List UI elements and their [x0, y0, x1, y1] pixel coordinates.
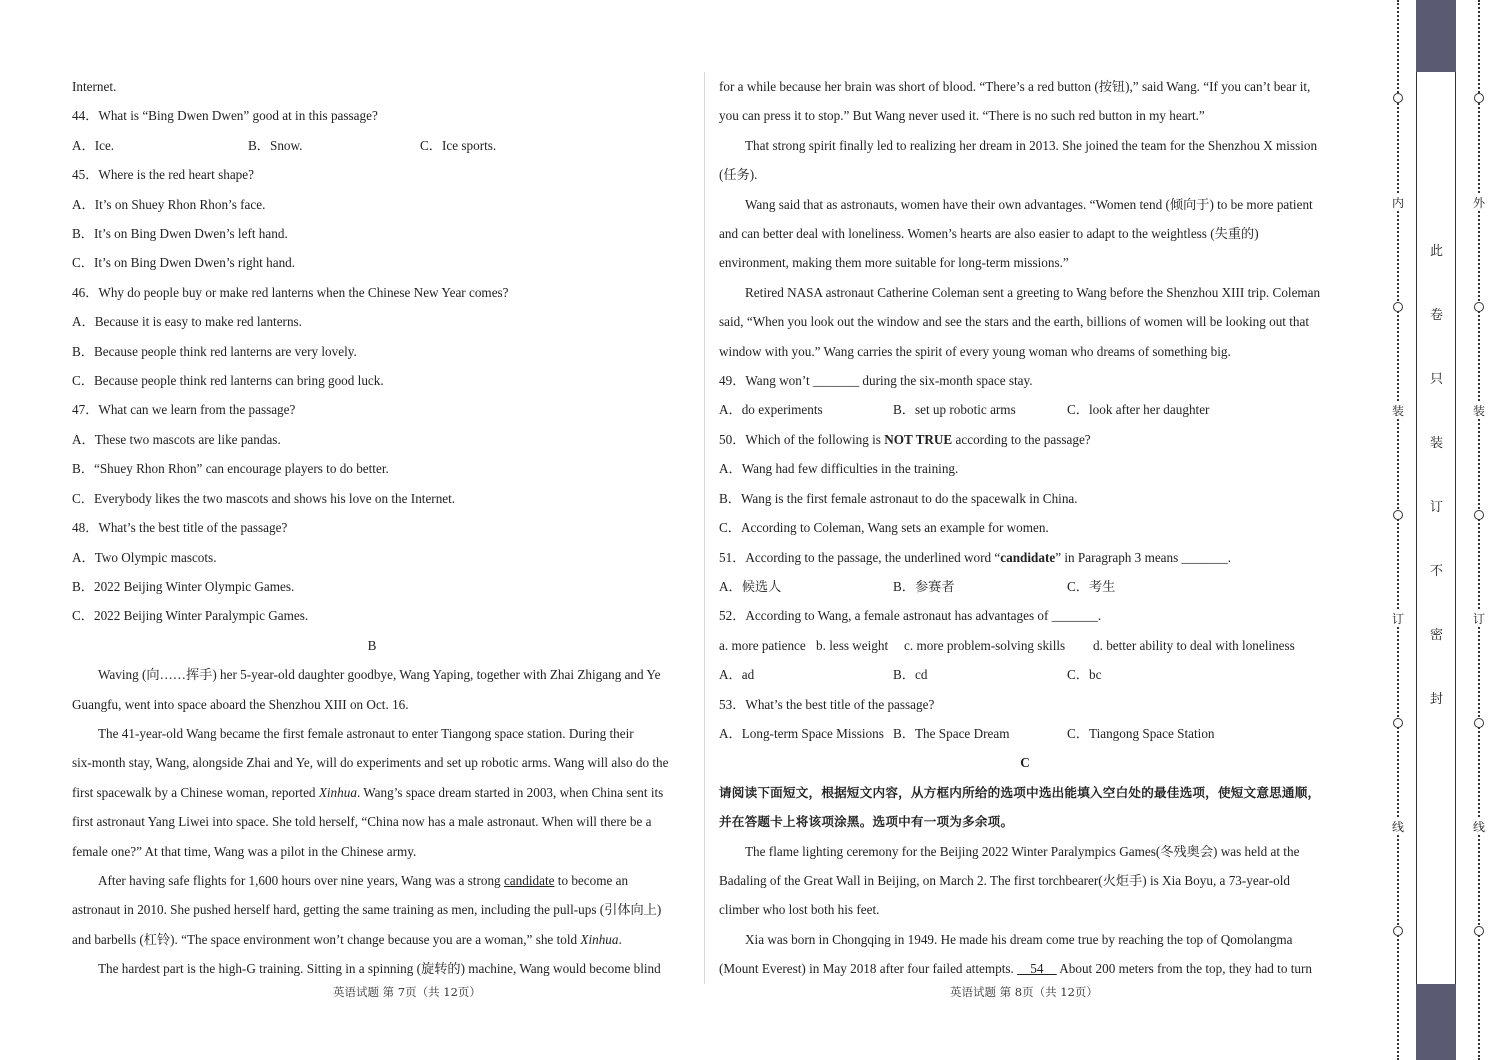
bold-phrase: candidate	[1000, 549, 1056, 565]
text-line: Retired NASA astronaut Catherine Coleman sent a greeting to Wang before the Shenzhou XIII trip. Coleman	[745, 284, 1321, 300]
text-segment: After having safe flights for 1,600 hours over nine years, Wang was a strong	[98, 872, 504, 888]
binding-char: 外	[1472, 196, 1485, 210]
seal-char: 订	[1430, 500, 1444, 515]
text-line: female one?” At that time, Wang was a pilot in the Chinese army.	[72, 843, 417, 859]
text-line	[719, 954, 1331, 983]
text-line: B．Wang is the first female astronaut to do the spacewalk in China.	[719, 490, 1078, 506]
answer-option: A．do experiments	[719, 402, 823, 418]
text-line: The hardest part is the high-G training. Sitting in a spinning (旋转的) machine, Wang would become blind	[98, 961, 661, 977]
seal-char: 只	[1430, 372, 1444, 387]
text-line	[719, 543, 1331, 572]
answer-option: B．参赛者	[893, 578, 955, 594]
binding-char: 订	[1391, 612, 1404, 626]
text-line: 49．Wang won’t _______ during the six-month space stay.	[719, 373, 1033, 389]
text-line: 45．Where is the red heart shape?	[72, 167, 254, 183]
underlined-word: ＿54＿	[1017, 961, 1057, 977]
answer-option: C．考生	[1067, 578, 1116, 594]
binding-circle	[1474, 302, 1484, 312]
answer-option: A．候选人	[719, 578, 782, 594]
answer-option: C．Tiangong Space Station	[1067, 725, 1215, 741]
text-line: B．Because people think red lanterns are very lovely.	[72, 343, 357, 359]
underlined-word: candidate	[503, 872, 555, 888]
text-line: A．It’s on Shuey Rhon Rhon’s face.	[72, 196, 266, 212]
text-line: A．These two mascots are like pandas.	[72, 431, 281, 447]
text-line: Guangfu, went into space aboard the Shenzhou XIII on Oct. 16.	[72, 696, 409, 712]
text-segment: .	[618, 931, 622, 947]
seal-char: 装	[1430, 436, 1444, 451]
text-line: 48．What’s the best title of the passage?	[72, 520, 288, 536]
italic-source: Xinhua	[580, 931, 619, 947]
text-line: 53．What’s the best title of the passage?	[719, 696, 935, 712]
text-line: said, “When you look out the window and see the stars and the earth, billions of women will be looking out that	[719, 314, 1310, 330]
seal-char: 不	[1430, 564, 1444, 579]
option-row	[719, 660, 1331, 689]
text-line: B．“Shuey Rhon Rhon” can encourage players to do better.	[72, 461, 389, 477]
binding-circle	[1393, 93, 1403, 103]
answer-option: B．set up robotic arms	[893, 402, 1016, 418]
answer-option: B．The Space Dream	[893, 725, 1010, 741]
text-line: six-month stay, Wang, alongside Zhai and Ye, will do experiments and set up robotic arms. Wang will also do the	[72, 755, 669, 771]
binding-char: 装	[1391, 404, 1404, 418]
text-line: and can better deal with loneliness. Women’s hearts are also easier to adapt to the weightless (失重的)	[719, 226, 1259, 242]
seal-strip	[1416, 0, 1456, 1060]
text-line: 并在答题卡上将该项涂黑。选项中有一项为多余项。	[719, 814, 1014, 830]
binding-circle	[1393, 718, 1403, 728]
binding-circle	[1474, 93, 1484, 103]
text-line: C．2022 Beijing Winter Paralympic Games.	[72, 608, 309, 624]
text-line: C．Because people think red lanterns can bring good luck.	[72, 373, 384, 389]
footer-page-7: 英语试题 第 7页（共 12页）	[333, 985, 481, 999]
text-segment: About 200 meters from the top, they had to turn	[1056, 961, 1312, 977]
text-line: window with you.” Wang carries the spirit of every young woman who dreams of something big.	[719, 343, 1231, 359]
text-line: 44．What is “Bing Dwen Dwen” good at in this passage?	[72, 108, 378, 124]
answer-option: b. less weight	[816, 637, 889, 653]
answer-option: a. more patience	[719, 637, 806, 653]
text-line: C	[1020, 755, 1030, 771]
text-line: B．It’s on Bing Dwen Dwen’s left hand.	[72, 226, 288, 242]
text-line: A．Because it is easy to make red lanterns.	[72, 314, 302, 330]
text-line	[72, 925, 672, 954]
binding-char: 线	[1472, 820, 1485, 834]
answer-option: C．Ice sports.	[420, 137, 497, 153]
text-line: The flame lighting ceremony for the Beijing 2022 Winter Paralympics Games(冬残奥会) was held at the	[745, 843, 1300, 859]
text-line: B．2022 Beijing Winter Olympic Games.	[72, 578, 295, 594]
answer-option: A．Ice.	[72, 137, 115, 153]
text-line: 47．What can we learn from the passage?	[72, 402, 296, 418]
option-row	[719, 631, 1331, 660]
seal-char: 卷	[1430, 308, 1444, 323]
text-segment: according to the passage?	[952, 431, 1091, 447]
binding-circle	[1393, 510, 1403, 520]
text-line: 请阅读下面短文，根据短文内容，从方框内所给的选项中选出能填入空白处的最佳选项，使短文意思通顺，	[719, 784, 1321, 800]
text-line: astronaut in 2010. She pushed herself hard, getting the same training as men, including the pull-ups (引体向上)	[72, 902, 662, 918]
binding-circle	[1474, 510, 1484, 520]
text-line	[72, 866, 672, 895]
text-segment: 51．According to the passage, the underlined word “	[719, 549, 1001, 565]
binding-circle	[1474, 718, 1484, 728]
text-line: A．Wang had few difficulties in the training.	[719, 461, 959, 477]
text-segment: first spacewalk by a Chinese woman, reported	[72, 784, 319, 800]
binding-circle	[1393, 302, 1403, 312]
seal-strip-bottom-block	[1416, 984, 1456, 1060]
binding-char: 订	[1472, 612, 1485, 626]
option-row	[72, 131, 672, 160]
text-line: Internet.	[72, 79, 117, 94]
answer-option: C．bc	[1067, 667, 1102, 683]
right-column	[719, 72, 1331, 984]
text-segment: . Wang’s space dream started in 2003, when China sent its	[356, 784, 664, 800]
text-segment: 50．Which of the following is	[719, 431, 885, 447]
answer-option: d. better ability to deal with loneliness	[1093, 637, 1295, 653]
left-column	[72, 72, 672, 984]
text-segment: to become an	[554, 872, 629, 888]
text-line: The 41-year-old Wang became the first female astronaut to enter Tiangong space station. During their	[98, 725, 634, 741]
binding-char: 装	[1472, 404, 1485, 418]
binding-char: 线	[1391, 820, 1404, 834]
text-line: Badaling of the Great Wall in Beijing, on March 2. The first torchbearer(火炬手) is Xia Boyu, a 73-year-old	[719, 872, 1290, 888]
seal-char: 封	[1430, 692, 1444, 707]
option-row	[719, 719, 1331, 748]
outer-dotted-line	[1478, 0, 1480, 1060]
column-divider	[704, 72, 705, 984]
answer-option: A．ad	[719, 667, 755, 683]
answer-option: B．Snow.	[248, 137, 303, 153]
text-line: Waving (向……挥手) her 5-year-old daughter goodbye, Wang Yaping, together with Zhai Zhigang and Ye	[98, 667, 661, 683]
bold-phrase: NOT TRUE	[884, 431, 953, 447]
text-line: Xia was born in Chongqing in 1949. He made his dream come true by reaching the top of Qomolangma	[745, 931, 1293, 947]
answer-option: C．look after her daughter	[1067, 402, 1210, 418]
text-line: climber who lost both his feet.	[719, 902, 880, 918]
answer-option: B．cd	[893, 667, 928, 683]
text-line: A．Two Olympic mascots.	[72, 549, 217, 565]
text-line	[719, 425, 1331, 454]
text-line: for a while because her brain was short of blood. “There’s a red button (按钮),” said Wang. “If you can’t bear it,	[719, 79, 1311, 94]
seal-strip-top-block	[1416, 0, 1456, 72]
text-line: you can press it to stop.” But Wang never used it. “There is no such red button in my heart.”	[719, 108, 1205, 124]
italic-source: Xinhua	[318, 784, 357, 800]
inner-dotted-line	[1397, 0, 1399, 1060]
text-segment: ” in Paragraph 3 means _______.	[1055, 549, 1232, 565]
text-line: 52．According to Wang, a female astronaut has advantages of _______.	[719, 608, 1102, 624]
seal-char: 此	[1430, 244, 1444, 259]
text-line: first astronaut Yang Liwei into space. She told herself, “China now has a male astronaut. When will there be a	[72, 814, 652, 830]
text-line: C．It’s on Bing Dwen Dwen’s right hand.	[72, 255, 296, 271]
text-line: (任务).	[719, 167, 758, 183]
text-segment: (Mount Everest) in May 2018 after four failed attempts.	[719, 961, 1018, 977]
text-line: environment, making them more suitable for long-term missions.”	[719, 255, 1069, 271]
text-line: C．Everybody likes the two mascots and shows his love on the Internet.	[72, 490, 456, 506]
seal-char: 密	[1430, 628, 1444, 643]
text-line: 46．Why do people buy or make red lanterns when the Chinese New Year comes?	[72, 284, 509, 300]
text-line: That strong spirit finally led to realizing her dream in 2013. She joined the team for the Shenzhou X mission	[745, 137, 1318, 153]
footer-page-8: 英语试题 第 8页（共 12页）	[950, 985, 1098, 999]
text-line: C．According to Coleman, Wang sets an example for women.	[719, 520, 1049, 536]
text-line: B	[367, 637, 377, 653]
option-row	[719, 395, 1331, 424]
text-segment: and barbells (杠铃). “The space environment won’t change because you are a woman,” she told	[72, 931, 581, 947]
binding-circle	[1393, 926, 1403, 936]
answer-option: A．Long-term Space Missions	[719, 725, 884, 741]
text-line	[72, 778, 672, 807]
answer-option: c. more problem-solving skills	[904, 637, 1066, 653]
binding-char: 内	[1391, 196, 1404, 210]
binding-circle	[1474, 926, 1484, 936]
text-line: Wang said that as astronauts, women have their own advantages. “Women tend (倾向于) to be more patient	[745, 196, 1313, 212]
option-row	[719, 572, 1331, 601]
